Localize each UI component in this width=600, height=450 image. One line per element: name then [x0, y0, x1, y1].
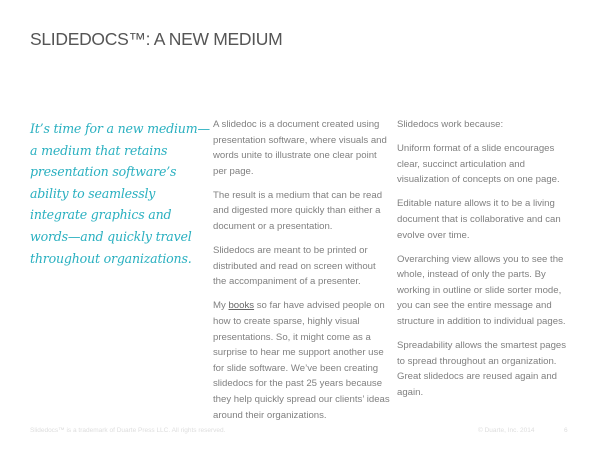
- body-column-2: [397, 117, 575, 409]
- paragraph: Spreadability allows the smartest pages to spread throughout an organization. Great slidedocs are reused again and again.: [397, 340, 567, 398]
- text: My: [213, 300, 229, 312]
- text: so far have advised people on how to create sparse, highly visual presentations. So, it might come as a surprise to hear me support another use for slide software. We’ve been creating slidedocs for the past 25 years because they help quickly spread our clients’ ideas around their organizations.: [213, 300, 390, 421]
- paragraph: Uniform format of a slide encourages clear, succinct articulation and visualization of concepts on one page.: [397, 143, 560, 186]
- quote-line: It’s time for a new medium—: [30, 121, 210, 136]
- quote-line: integrate graphics and: [30, 207, 172, 223]
- paragraph: Overarching view allows you to see the whole, instead of only the parts. By working in outline or slide sorter mode, you can see the entire message and structure in addition to individual pages.: [397, 253, 566, 328]
- quote-line: ability to seamlessly: [30, 185, 156, 201]
- footer-trademark: Slidedocs™ is a trademark of Duarte Press LLC. All rights reserved.: [30, 427, 226, 434]
- page-title: SLIDEDOCS™: A NEW MEDIUM: [30, 29, 283, 49]
- body-column-1: [213, 117, 391, 432]
- quote-line: a medium that retains: [30, 142, 168, 158]
- paragraph: Editable nature allows it to be a living document that is collaborative and can evolve over time.: [397, 198, 561, 241]
- paragraph: A slidedoc is a document created using presentation software, where visuals and words unite to illustrate one clear point per page.: [213, 119, 387, 177]
- footer-copyright: © Duarte, Inc. 2014: [478, 427, 535, 434]
- paragraph: Slidedocs work because:: [397, 119, 504, 130]
- paragraph: Slidedocs are meant to be printed or distributed and read on screen without the accompaniment of a presenter.: [213, 245, 376, 288]
- quote-line: words—and quickly travel: [30, 228, 192, 244]
- books-link[interactable]: books: [228, 300, 255, 312]
- paragraph: [213, 298, 391, 423]
- pull-quote: [30, 118, 210, 269]
- quote-line: throughout organizations.: [30, 250, 192, 266]
- paragraph: The result is a medium that can be read and digested more quickly than either a document or a presentation.: [213, 189, 383, 233]
- page-number: 6: [564, 427, 568, 434]
- quote-line: presentation software’s: [30, 164, 177, 180]
